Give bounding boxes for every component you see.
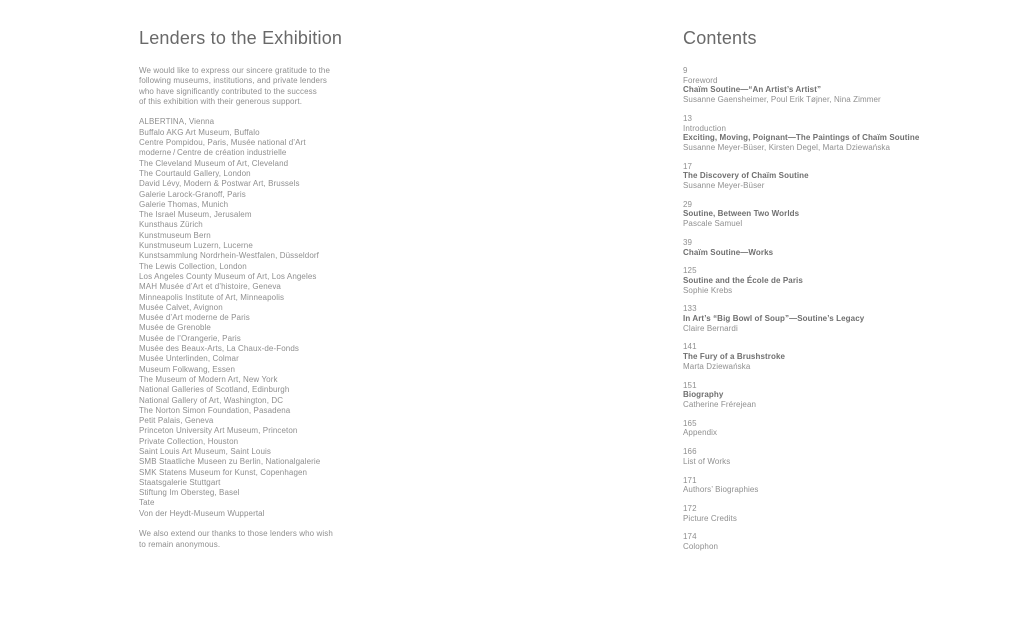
toc-page-number: 125 [683, 266, 697, 276]
toc-entry [683, 447, 983, 466]
toc-entry [683, 504, 983, 523]
lender-item: The Cleveland Museum of Art, Cleveland [139, 158, 289, 168]
lender-item: Von der Heydt-Museum Wuppertal [139, 508, 265, 518]
toc-page-number: 166 [683, 447, 697, 457]
toc-section-label: Introduction [683, 123, 727, 133]
toc-page-number: 174 [683, 532, 697, 542]
toc-entry [683, 114, 983, 153]
toc-entry [683, 266, 983, 295]
toc-entry-title: The Fury of a Brushstroke [683, 352, 786, 362]
lender-item: Staatsgalerie Stuttgart [139, 477, 221, 487]
toc-entry [683, 342, 983, 371]
toc-entry [683, 238, 983, 257]
lender-item: Minneapolis Institute of Art, Minneapolis [139, 292, 285, 302]
toc-entry-title: Authors’ Biographies [683, 485, 759, 495]
toc-entry-title: Biography [683, 390, 724, 400]
toc-entry [683, 66, 983, 105]
toc-entry [683, 304, 983, 333]
lenders-closing-line: to remain anonymous. [139, 539, 221, 549]
lender-item: Galerie Larock-Granoff, Paris [139, 189, 246, 199]
lender-item: Centre Pompidou, Paris, Musée national d’Art [139, 138, 306, 148]
lender-item: Private Collection, Houston [139, 436, 239, 446]
lenders-intro-line: We would like to express our sincere gratitude to the [139, 66, 331, 75]
lender-item: Kunstmuseum Bern [139, 230, 211, 240]
lender-item: Buffalo AKG Art Museum, Buffalo [139, 127, 260, 137]
toc-entry-title: Appendix [683, 428, 718, 438]
toc-entry-title: Soutine, Between Two Worlds [683, 209, 800, 219]
toc-entry-title: Soutine and the École de Paris [683, 275, 803, 285]
lender-item: David Lévy, Modern & Postwar Art, Brussels [139, 179, 300, 189]
lender-item: ALBERTINA, Vienna [139, 117, 215, 127]
toc-page-number: 17 [683, 161, 693, 171]
lender-item: moderne / Centre de création industrielle [139, 148, 287, 158]
toc-entry-authors: Marta Dziewańska [683, 361, 751, 371]
toc-page-number: 29 [683, 199, 693, 209]
lender-item: Musée de l’Orangerie, Paris [139, 333, 241, 343]
toc-entry-title: Exciting, Moving, Poignant—The Paintings of Chaïm Soutine [683, 133, 920, 143]
toc-entry-authors: Susanne Meyer-Büser, Kirsten Degel, Marta Dziewańska [683, 142, 891, 152]
lender-item: Museum Folkwang, Essen [139, 364, 236, 374]
toc-entry [683, 200, 983, 229]
lender-item: Kunstmuseum Luzern, Lucerne [139, 241, 253, 251]
lender-item: Los Angeles County Museum of Art, Los Angeles [139, 271, 317, 281]
lender-item: The Lewis Collection, London [139, 261, 247, 271]
lenders-intro-line: of this exhibition with their generous support. [139, 96, 303, 106]
toc-entry-authors: Catherine Frérejean [683, 399, 757, 409]
lender-item: SMK Statens Museum for Kunst, Copenhagen [139, 467, 308, 477]
toc-entry-authors: Susanne Meyer-Büser [683, 181, 765, 191]
toc-page-number: 133 [683, 304, 697, 314]
contents-list [683, 66, 983, 552]
lender-item: Tate [139, 498, 155, 508]
toc-entry-title: Chaïm Soutine—Works [683, 247, 774, 257]
lender-item: Musée Calvet, Avignon [139, 302, 223, 312]
toc-entry [683, 381, 983, 410]
lenders-intro-line: who have significantly contributed to the success [139, 86, 317, 96]
lender-item: Princeton University Art Museum, Princeton [139, 426, 298, 436]
toc-page-number: 39 [683, 237, 693, 247]
contents-page [683, 28, 983, 561]
lender-item: Musée Unterlinden, Colmar [139, 354, 239, 364]
lender-item: Saint Louis Art Museum, Saint Louis [139, 446, 272, 456]
lenders-closing-line: We also extend our thanks to those lenders who wish [139, 529, 333, 539]
lenders-closing [139, 529, 379, 550]
lender-item: Stiftung Im Obersteg, Basel [139, 488, 240, 498]
toc-entry [683, 476, 983, 495]
lenders-intro [139, 66, 379, 107]
toc-entry [683, 419, 983, 438]
toc-entry-title: Colophon [683, 542, 719, 552]
lenders-page [139, 28, 379, 550]
toc-entry-authors: Claire Bernardi [683, 323, 738, 333]
toc-page-number: 13 [683, 113, 693, 123]
toc-entry-title: The Discovery of Chaïm Soutine [683, 171, 809, 181]
toc-page-number: 151 [683, 380, 697, 390]
toc-entry-title: Picture Credits [683, 513, 737, 523]
toc-entry-title: List of Works [683, 456, 731, 466]
lender-item: MAH Musée d’Art et d’histoire, Geneva [139, 282, 281, 292]
toc-entry-authors: Sophie Krebs [683, 285, 733, 295]
lender-item: National Galleries of Scotland, Edinburgh [139, 385, 290, 395]
lender-item: Musée d’Art moderne de Paris [139, 313, 250, 323]
lender-item: SMB Staatliche Museen zu Berlin, Nationalgalerie [139, 457, 321, 467]
toc-page-number: 172 [683, 503, 697, 513]
toc-entry-authors: Pascale Samuel [683, 219, 743, 229]
lender-item: Kunsthaus Zürich [139, 220, 203, 230]
lender-item: The Museum of Modern Art, New York [139, 374, 278, 384]
toc-entry-title: Chaïm Soutine—“An Artist’s Artist” [683, 85, 822, 95]
toc-entry [683, 162, 983, 191]
lender-item: Kunstsammlung Nordrhein-Westfalen, Düsseldorf [139, 251, 319, 261]
toc-page-number: 165 [683, 418, 697, 428]
lender-item: Galerie Thomas, Munich [139, 199, 229, 209]
toc-entry-authors: Susanne Gaensheimer, Poul Erik Tøjner, Nina Zimmer [683, 95, 881, 105]
lenders-page-title: Lenders to the Exhibition [139, 28, 343, 48]
lender-item: National Gallery of Art, Washington, DC [139, 395, 284, 405]
toc-page-number: 171 [683, 475, 697, 485]
toc-page-number: 141 [683, 342, 697, 352]
lender-item: The Courtauld Gallery, London [139, 168, 251, 178]
lenders-list [139, 117, 379, 519]
lender-item: The Israel Museum, Jerusalem [139, 210, 252, 220]
toc-section-label: Foreword [683, 75, 718, 85]
lenders-intro-line: following museums, institutions, and private lenders [139, 76, 327, 86]
toc-entry [683, 532, 983, 551]
lender-item: The Norton Simon Foundation, Pasadena [139, 405, 291, 415]
contents-page-title: Contents [683, 28, 757, 48]
lender-item: Petit Palais, Geneva [139, 416, 214, 426]
toc-page-number: 9 [683, 66, 688, 75]
lender-item: Musée de Grenoble [139, 323, 211, 333]
lender-item: Musée des Beaux-Arts, La Chaux-de-Fonds [139, 344, 299, 354]
toc-entry-title: In Art’s “Big Bowl of Soup”—Soutine’s Legacy [683, 314, 865, 324]
